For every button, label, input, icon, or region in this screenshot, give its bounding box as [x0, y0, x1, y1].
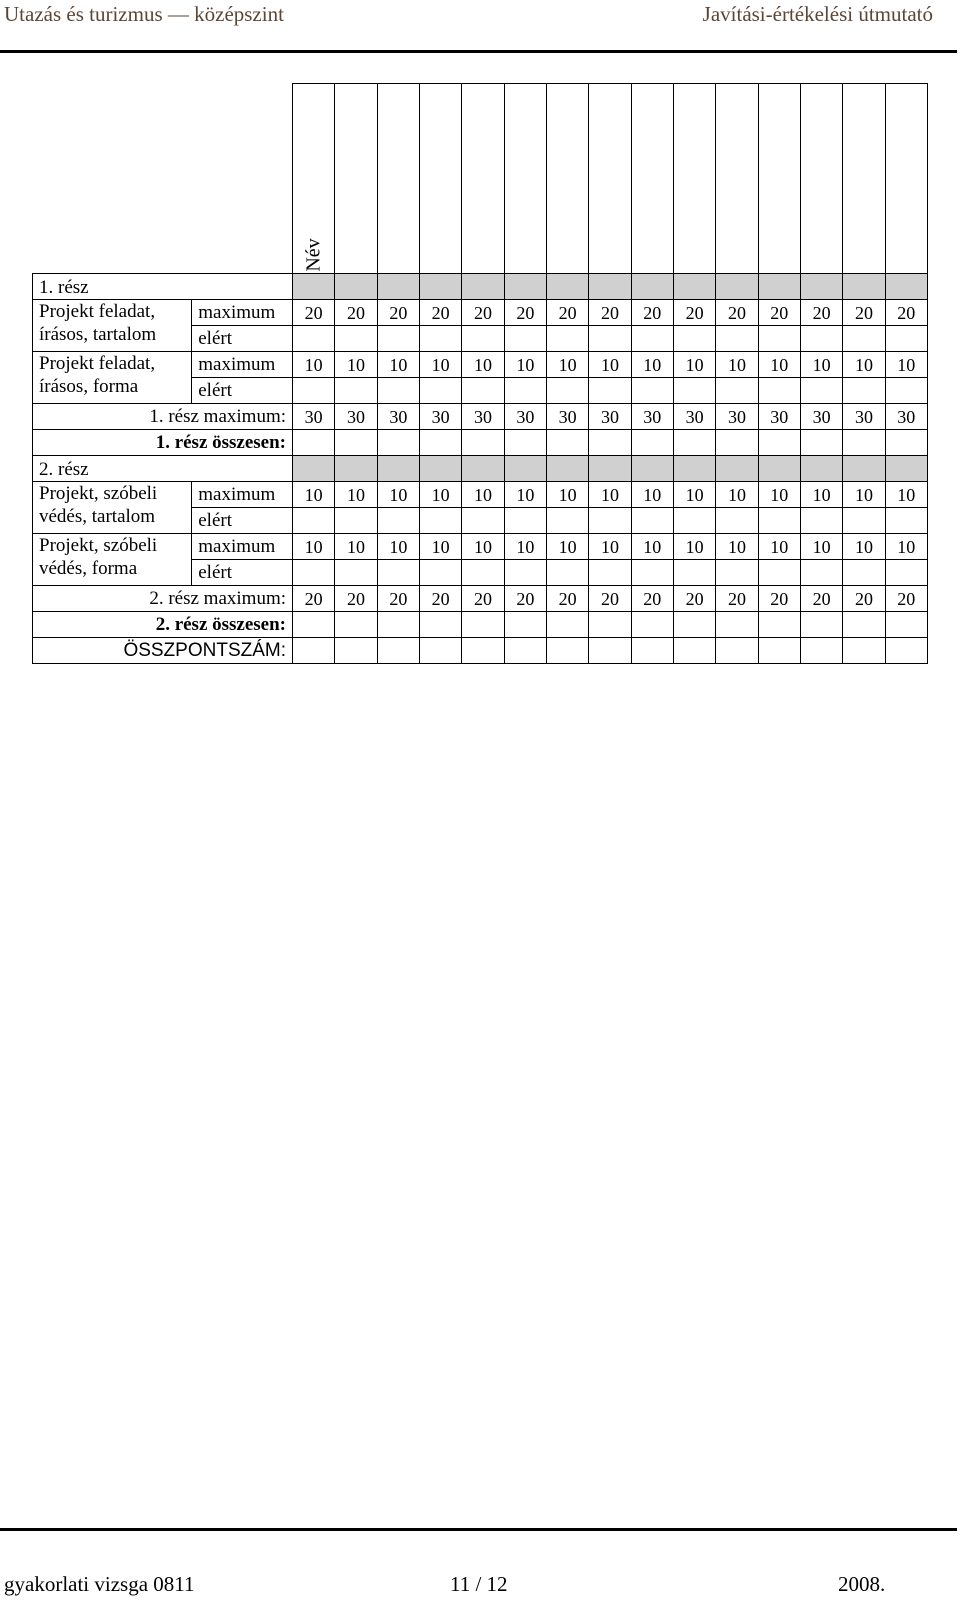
part1-title: 1. rész [33, 274, 293, 300]
max-score-cell: 30 [420, 404, 462, 430]
student-name-cell[interactable] [716, 84, 758, 274]
score-input-cell[interactable] [716, 612, 758, 638]
score-input-cell[interactable] [293, 430, 335, 456]
max-score-cell: 20 [716, 586, 758, 612]
shaded-cell [462, 456, 504, 482]
score-input-cell[interactable] [885, 560, 927, 586]
max-score-cell: 10 [716, 482, 758, 508]
shaded-cell [462, 274, 504, 300]
max-score-cell: 10 [420, 534, 462, 560]
max-score-cell: 30 [377, 404, 419, 430]
score-input-cell[interactable] [462, 378, 504, 404]
part2-max-total-row [33, 586, 928, 612]
score-input-cell[interactable] [546, 326, 588, 352]
criterion-label: Projekt feladat, írásos, tartalom [33, 300, 192, 352]
score-input-cell[interactable] [673, 430, 715, 456]
score-input-cell[interactable] [885, 378, 927, 404]
score-input-cell[interactable] [335, 430, 377, 456]
score-input-cell[interactable] [377, 326, 419, 352]
max-score-cell: 10 [462, 534, 504, 560]
reached-label: elért [192, 560, 293, 586]
student-name-cell[interactable] [377, 84, 419, 274]
reached-label: elért [192, 326, 293, 352]
max-score-cell: 10 [420, 482, 462, 508]
score-input-cell[interactable] [843, 612, 885, 638]
max-score-cell: 10 [800, 352, 842, 378]
max-score-cell: 10 [843, 352, 885, 378]
part2-sum-label: 2. rész összesen: [33, 612, 293, 638]
max-score-cell: 10 [758, 482, 800, 508]
grand-total-row [33, 638, 928, 664]
name-label: Név [302, 238, 325, 272]
max-score-cell: 20 [293, 586, 335, 612]
max-score-cell: 30 [800, 404, 842, 430]
max-score-cell: 10 [377, 482, 419, 508]
score-input-cell[interactable] [631, 560, 673, 586]
max-score-cell: 10 [335, 352, 377, 378]
max-score-cell: 20 [716, 300, 758, 326]
student-name-cell[interactable] [504, 84, 546, 274]
score-input-cell[interactable] [377, 378, 419, 404]
student-name-cell[interactable] [673, 84, 715, 274]
max-score-cell: 10 [885, 352, 927, 378]
max-score-cell: 30 [758, 404, 800, 430]
max-score-cell: 20 [758, 300, 800, 326]
reached-label: elért [192, 378, 293, 404]
score-input-cell[interactable] [716, 430, 758, 456]
score-input-cell[interactable] [462, 560, 504, 586]
score-input-cell[interactable] [504, 326, 546, 352]
score-input-cell[interactable] [504, 508, 546, 534]
shaded-cell [673, 456, 715, 482]
max-score-cell: 20 [843, 300, 885, 326]
max-score-cell: 10 [377, 534, 419, 560]
footer-exam-code: gyakorlati vizsga 0811 [4, 1572, 195, 1596]
max-score-cell: 10 [293, 482, 335, 508]
shaded-cell [800, 456, 842, 482]
shaded-cell [377, 274, 419, 300]
name-row [33, 84, 928, 274]
max-score-cell: 20 [631, 300, 673, 326]
max-score-cell: 10 [800, 482, 842, 508]
max-score-cell: 10 [589, 534, 631, 560]
criterion-max-row [33, 352, 928, 378]
max-score-cell: 10 [885, 482, 927, 508]
blank-cell [33, 84, 293, 274]
header-title: Utazás és turizmus — középszint [4, 2, 284, 26]
max-score-cell: 10 [758, 534, 800, 560]
student-name-cell[interactable] [462, 84, 504, 274]
max-score-cell: 30 [335, 404, 377, 430]
shaded-cell [589, 274, 631, 300]
maximum-label: maximum [192, 534, 293, 560]
score-input-cell[interactable] [885, 430, 927, 456]
score-input-cell[interactable] [673, 638, 715, 664]
score-input-cell[interactable] [800, 638, 842, 664]
score-input-cell[interactable] [673, 378, 715, 404]
score-input-cell[interactable] [800, 430, 842, 456]
student-name-cell[interactable] [420, 84, 462, 274]
max-score-cell: 10 [335, 482, 377, 508]
student-name-cell[interactable] [843, 84, 885, 274]
score-input-cell[interactable] [293, 638, 335, 664]
footer-page-number: 11 / 12 [450, 1572, 508, 1596]
max-score-cell: 10 [546, 534, 588, 560]
max-score-cell: 20 [589, 586, 631, 612]
score-input-cell[interactable] [293, 378, 335, 404]
score-input-cell[interactable] [420, 638, 462, 664]
score-input-cell[interactable] [758, 560, 800, 586]
score-input-cell[interactable] [420, 430, 462, 456]
max-score-cell: 20 [377, 586, 419, 612]
max-score-cell: 10 [716, 534, 758, 560]
score-input-cell[interactable] [546, 612, 588, 638]
part2-title: 2. rész [33, 456, 293, 482]
shaded-cell [589, 456, 631, 482]
max-score-cell: 20 [293, 300, 335, 326]
part1-sum-row [33, 430, 928, 456]
score-input-cell[interactable] [716, 638, 758, 664]
max-score-cell: 10 [420, 352, 462, 378]
score-input-cell[interactable] [377, 638, 419, 664]
shaded-cell [843, 274, 885, 300]
score-input-cell[interactable] [716, 378, 758, 404]
max-score-cell: 20 [546, 300, 588, 326]
score-input-cell[interactable] [800, 612, 842, 638]
shaded-cell [716, 456, 758, 482]
score-input-cell[interactable] [420, 378, 462, 404]
score-input-cell[interactable] [716, 560, 758, 586]
max-score-cell: 20 [758, 586, 800, 612]
shaded-cell [800, 274, 842, 300]
score-input-cell[interactable] [377, 430, 419, 456]
score-input-cell[interactable] [716, 326, 758, 352]
shaded-cell [377, 456, 419, 482]
score-input-cell[interactable] [293, 612, 335, 638]
max-score-cell: 10 [335, 534, 377, 560]
max-score-cell: 20 [335, 586, 377, 612]
max-score-cell: 30 [673, 404, 715, 430]
max-score-cell: 20 [377, 300, 419, 326]
score-input-cell[interactable] [843, 430, 885, 456]
score-input-cell[interactable] [462, 326, 504, 352]
shaded-cell [335, 456, 377, 482]
score-input-cell[interactable] [843, 378, 885, 404]
max-score-cell: 20 [673, 300, 715, 326]
max-score-cell: 10 [504, 352, 546, 378]
score-input-cell[interactable] [420, 612, 462, 638]
max-score-cell: 20 [885, 586, 927, 612]
max-score-cell: 20 [546, 586, 588, 612]
criterion-label: Projekt, szóbeli védés, tartalom [33, 482, 192, 534]
score-input-cell[interactable] [546, 638, 588, 664]
student-name-cell[interactable] [885, 84, 927, 274]
criterion-max-row [33, 300, 928, 326]
maximum-label: maximum [192, 482, 293, 508]
score-input-cell[interactable] [335, 508, 377, 534]
header-subtitle: Javítási-értékelési útmutató [702, 2, 933, 26]
score-input-cell[interactable] [462, 638, 504, 664]
max-score-cell: 10 [462, 352, 504, 378]
score-input-cell[interactable] [843, 638, 885, 664]
score-input-cell[interactable] [631, 638, 673, 664]
score-input-cell[interactable] [800, 326, 842, 352]
score-input-cell[interactable] [758, 430, 800, 456]
shaded-cell [716, 274, 758, 300]
max-score-cell: 10 [293, 352, 335, 378]
max-score-cell: 10 [673, 482, 715, 508]
max-score-cell: 10 [589, 352, 631, 378]
part1-title-row [33, 274, 928, 300]
max-score-cell: 30 [546, 404, 588, 430]
shaded-cell [504, 456, 546, 482]
score-input-cell[interactable] [462, 508, 504, 534]
score-input-cell[interactable] [673, 560, 715, 586]
max-score-cell: 10 [631, 482, 673, 508]
max-score-cell: 20 [504, 586, 546, 612]
part2-sum-row [33, 612, 928, 638]
max-score-cell: 20 [504, 300, 546, 326]
max-score-cell: 10 [589, 482, 631, 508]
criterion-label: Projekt feladat, írásos, forma [33, 352, 192, 404]
score-input-cell[interactable] [758, 508, 800, 534]
max-score-cell: 10 [293, 534, 335, 560]
score-input-cell[interactable] [335, 378, 377, 404]
max-score-cell: 20 [885, 300, 927, 326]
shaded-cell [546, 274, 588, 300]
score-input-cell[interactable] [335, 612, 377, 638]
max-score-cell: 20 [800, 300, 842, 326]
score-input-cell[interactable] [335, 560, 377, 586]
score-input-cell[interactable] [377, 612, 419, 638]
score-input-cell[interactable] [800, 508, 842, 534]
criterion-label: Projekt, szóbeli védés, forma [33, 534, 192, 586]
maximum-label: maximum [192, 352, 293, 378]
score-input-cell[interactable] [504, 612, 546, 638]
score-input-cell[interactable] [420, 508, 462, 534]
score-input-cell[interactable] [885, 612, 927, 638]
shaded-cell [885, 274, 927, 300]
score-input-cell[interactable] [504, 378, 546, 404]
score-input-cell[interactable] [546, 560, 588, 586]
header-divider [0, 50, 957, 53]
score-input-cell[interactable] [377, 508, 419, 534]
max-score-cell: 30 [843, 404, 885, 430]
max-score-cell: 20 [420, 586, 462, 612]
reached-label: elért [192, 508, 293, 534]
score-input-cell[interactable] [843, 560, 885, 586]
part2-title-row [33, 456, 928, 482]
score-input-cell[interactable] [589, 638, 631, 664]
score-input-cell[interactable] [589, 508, 631, 534]
score-input-cell[interactable] [504, 430, 546, 456]
criterion-max-row [33, 534, 928, 560]
footer-divider [0, 1528, 957, 1531]
max-score-cell: 20 [589, 300, 631, 326]
part1-max-total-row [33, 404, 928, 430]
shaded-cell [546, 456, 588, 482]
score-input-cell[interactable] [504, 560, 546, 586]
max-score-cell: 20 [462, 300, 504, 326]
max-score-cell: 10 [377, 352, 419, 378]
score-input-cell[interactable] [420, 560, 462, 586]
shaded-cell [673, 274, 715, 300]
score-input-cell[interactable] [673, 326, 715, 352]
maximum-label: maximum [192, 300, 293, 326]
student-name-cell[interactable] [800, 84, 842, 274]
score-input-cell[interactable] [589, 326, 631, 352]
max-score-cell: 30 [462, 404, 504, 430]
score-input-cell[interactable] [758, 638, 800, 664]
max-score-cell: 10 [843, 534, 885, 560]
score-input-cell[interactable] [800, 378, 842, 404]
shaded-cell [758, 456, 800, 482]
shaded-cell [293, 456, 335, 482]
part1-max-total-label: 1. rész maximum: [33, 404, 293, 430]
score-input-cell[interactable] [293, 560, 335, 586]
shaded-cell [420, 456, 462, 482]
shaded-cell [631, 274, 673, 300]
shaded-cell [504, 274, 546, 300]
score-input-cell[interactable] [546, 508, 588, 534]
max-score-cell: 20 [800, 586, 842, 612]
max-score-cell: 30 [631, 404, 673, 430]
max-score-cell: 10 [546, 482, 588, 508]
score-input-cell[interactable] [546, 430, 588, 456]
max-score-cell: 10 [673, 352, 715, 378]
score-input-cell[interactable] [335, 638, 377, 664]
max-score-cell: 10 [843, 482, 885, 508]
score-input-cell[interactable] [843, 326, 885, 352]
shaded-cell [420, 274, 462, 300]
max-score-cell: 10 [504, 482, 546, 508]
part1-sum-label: 1. rész összesen: [33, 430, 293, 456]
score-input-cell[interactable] [631, 430, 673, 456]
score-input-cell[interactable] [673, 508, 715, 534]
shaded-cell [885, 456, 927, 482]
name-header-cell [293, 84, 335, 274]
score-input-cell[interactable] [631, 378, 673, 404]
score-input-cell[interactable] [631, 326, 673, 352]
max-score-cell: 10 [631, 352, 673, 378]
max-score-cell: 20 [420, 300, 462, 326]
score-input-cell[interactable] [843, 508, 885, 534]
max-score-cell: 30 [885, 404, 927, 430]
footer-year: 2008. [838, 1572, 886, 1596]
max-score-cell: 10 [716, 352, 758, 378]
max-score-cell: 20 [631, 586, 673, 612]
max-score-cell: 10 [462, 482, 504, 508]
score-input-cell[interactable] [462, 430, 504, 456]
part2-max-total-label: 2. rész maximum: [33, 586, 293, 612]
score-table [32, 83, 928, 664]
shaded-cell [843, 456, 885, 482]
max-score-cell: 10 [504, 534, 546, 560]
student-name-cell[interactable] [631, 84, 673, 274]
shaded-cell [758, 274, 800, 300]
student-name-cell[interactable] [546, 84, 588, 274]
score-input-cell[interactable] [335, 326, 377, 352]
score-input-cell[interactable] [420, 326, 462, 352]
score-input-cell[interactable] [546, 378, 588, 404]
shaded-cell [293, 274, 335, 300]
score-input-cell[interactable] [885, 508, 927, 534]
score-input-cell[interactable] [631, 612, 673, 638]
score-input-cell[interactable] [631, 508, 673, 534]
student-name-cell[interactable] [758, 84, 800, 274]
max-score-cell: 20 [843, 586, 885, 612]
score-input-cell[interactable] [589, 378, 631, 404]
shaded-cell [335, 274, 377, 300]
score-input-cell[interactable] [758, 612, 800, 638]
grand-total-label: ÖSSZPONTSZÁM: [33, 638, 293, 664]
max-score-cell: 20 [335, 300, 377, 326]
shaded-cell [631, 456, 673, 482]
max-score-cell: 30 [504, 404, 546, 430]
score-input-cell[interactable] [293, 326, 335, 352]
max-score-cell: 10 [673, 534, 715, 560]
score-input-cell[interactable] [758, 326, 800, 352]
score-input-cell[interactable] [589, 430, 631, 456]
score-input-cell[interactable] [758, 378, 800, 404]
score-input-cell[interactable] [462, 612, 504, 638]
max-score-cell: 10 [546, 352, 588, 378]
score-input-cell[interactable] [885, 326, 927, 352]
score-input-cell[interactable] [589, 560, 631, 586]
max-score-cell: 10 [631, 534, 673, 560]
score-input-cell[interactable] [589, 612, 631, 638]
student-name-cell[interactable] [335, 84, 377, 274]
score-input-cell[interactable] [377, 560, 419, 586]
max-score-cell: 30 [293, 404, 335, 430]
max-score-cell: 10 [758, 352, 800, 378]
score-input-cell[interactable] [293, 508, 335, 534]
score-input-cell[interactable] [800, 560, 842, 586]
score-input-cell[interactable] [504, 638, 546, 664]
max-score-cell: 30 [589, 404, 631, 430]
score-input-cell[interactable] [673, 612, 715, 638]
max-score-cell: 10 [800, 534, 842, 560]
student-name-cell[interactable] [589, 84, 631, 274]
max-score-cell: 30 [716, 404, 758, 430]
max-score-cell: 20 [462, 586, 504, 612]
max-score-cell: 10 [885, 534, 927, 560]
score-input-cell[interactable] [885, 638, 927, 664]
criterion-max-row [33, 482, 928, 508]
score-input-cell[interactable] [716, 508, 758, 534]
max-score-cell: 20 [673, 586, 715, 612]
